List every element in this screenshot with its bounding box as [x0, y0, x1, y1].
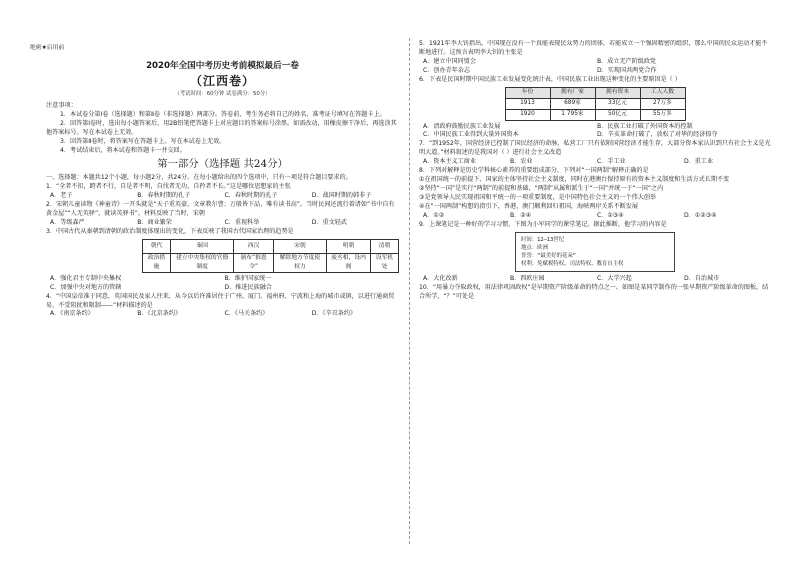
q9-note-line: 誉誉：“最美好的花朵” — [521, 253, 577, 260]
q6-r1-c2: 689家 — [550, 98, 595, 109]
q4-option-d: D．《辛丑条约》 — [311, 310, 357, 318]
q3-row-label: 政治措施 — [143, 253, 171, 272]
q1-option-a: A．老子 — [50, 192, 73, 200]
q3-option-c: C．加强中央对地方的管辖 — [50, 283, 122, 291]
q6-option-c: C．中国民族工业得到大量外国资本 — [423, 131, 519, 139]
q3-cell-4: 废丞相，设内阁 — [327, 253, 371, 272]
q3-th-4: 宋朝 — [273, 239, 326, 253]
q5-option-c: C．创办青年杂志 — [423, 66, 470, 74]
q3-th-5: 明朝 — [327, 239, 371, 253]
part1-instructions: 一、选择题：本题共12个小题，每小题2分，共24分。在每小题给出的四个选项中，只有一项是符合题目要求的。 — [46, 174, 352, 182]
question-10 — [419, 284, 771, 302]
q7-option-c: C．手工业 — [597, 158, 626, 166]
right-column — [419, 40, 771, 544]
question-4-options — [46, 310, 399, 319]
q2-option-b: B．商业繁荣 — [137, 218, 172, 226]
q6-r2-c1: 1920 — [505, 109, 550, 120]
left-column — [46, 40, 399, 544]
q8-option-a: A．①② — [423, 211, 445, 219]
q1-option-b: B．春秋时期的孔子 — [137, 192, 191, 200]
q8-option-d: D．①②③④ — [684, 211, 717, 219]
q6-table-header — [505, 87, 685, 98]
question-5-options — [419, 58, 771, 76]
q6-r2-c2: 1 795家 — [550, 109, 595, 120]
question-6-options — [419, 123, 771, 141]
notice-heading: 注意事项： — [46, 102, 77, 109]
q7-option-b: B．农业 — [510, 158, 533, 166]
question-6-table — [505, 87, 686, 121]
q1-option-d: D．战国时期的韩非子 — [311, 192, 372, 200]
notice-item-4: 4．考试结束后，将本试卷和答题卡一并交回。 — [60, 146, 186, 154]
question-1-stem: 1．“全者不扣，跨者不行，自是者不明，自伐者无功，自矜者不长。”这是哪位思想家的主张 — [46, 183, 291, 191]
q6-option-b: B．民族工业打破了外国资本的控制 — [597, 122, 693, 130]
q3-option-d: D．推进民族融合 — [224, 283, 272, 291]
question-3-options — [46, 275, 399, 293]
q3-option-b: B．维护国家统一 — [224, 274, 272, 282]
q8-statement-3: ③是党领导人民实现祖国和平统一的一项重要制度，是中国特色社会主义的一个伟大创举 — [419, 193, 657, 201]
question-3 — [46, 228, 399, 293]
q2-option-c: C．重视科举 — [224, 218, 260, 226]
part1-title: 第一部分（选择题 共24分） — [157, 158, 288, 171]
q3-option-a: A．强化君主专制中央集权 — [50, 274, 122, 282]
q3-cell-3: 解除地方节度使权力 — [273, 253, 326, 272]
q6-table-row — [505, 109, 685, 120]
q4-option-b: B．《北京条约》 — [137, 310, 182, 318]
question-8-stem: 8．下列对解释是历史学科核心素养的重要组成部分，下列对“一国两制”解释正确的是 — [419, 167, 649, 175]
question-9-stem: 9．上课笔记是一种好的学习习惯，下图为小军同学的课堂笔记。据此推断，他学习的内容是 — [419, 220, 667, 228]
q8-option-b: B．②④ — [510, 211, 532, 219]
question-10-stem: 10．“用暴力夺取政权，用法律巩固政权”是早期资产阶级革命的特点之一。如图是某同学制作的一张早期资产阶级革命的图板，结合所学，“？”可处是 — [419, 284, 769, 301]
q6-table-row — [505, 98, 685, 109]
notice-item-3: 3．回答第Ⅱ卷时，将答案写在答题卡上。写在本试卷上无效。 — [60, 137, 226, 145]
q6-r2-c4: 55万多 — [640, 109, 685, 120]
q3-th-2: 秦国 — [170, 239, 233, 253]
q3-table-header — [143, 239, 399, 253]
question-9-options — [419, 275, 771, 284]
q9-option-b: B．西欧庄园 — [510, 275, 545, 283]
q6-r1-c1: 1913 — [505, 98, 550, 109]
question-7-stem: 7．“到1952年，国营经济已控制了国民经济的命脉，私营工厂只有依附国营经济才能生存，大部分资本家认识到只有社会主义是光明大道。”材料叙述的是我国对（ ）进行社会主义改造 — [419, 140, 771, 157]
q6-r1-c3: 33亿元 — [595, 98, 640, 109]
question-2 — [46, 201, 399, 228]
secret-tag: 绝密★启用前 — [30, 45, 65, 51]
q9-option-c: C．大学兴起 — [597, 275, 632, 283]
q8-statement-2: ②坚持“一国”是实行“两制”的前提和基础，“两制”从属和派生于“一国”并统一于“一国”之内 — [419, 184, 664, 192]
question-7-options — [419, 158, 771, 167]
question-4-stem: 4．“中国皇帝准于同意，英国国民及家人往来，从今以后许准居住于广州、厦门、福州府、宁波和上海的城市或镇，以进行通商贸易，不受阻扰和限制——”材料描述的是 — [46, 292, 395, 309]
q9-note-line: 权利：免赋税特权、司法特权、教育自主权 — [521, 261, 624, 268]
question-3-table — [142, 239, 399, 273]
q4-option-c: C．《马关条约》 — [224, 310, 269, 318]
q2-option-d: D．重文轻武 — [311, 218, 347, 226]
q2-option-a: A．等级森严 — [50, 218, 85, 226]
q7-option-d: D．重工业 — [684, 158, 714, 166]
q5-option-d: D．实现国共两党合作 — [597, 66, 657, 74]
question-3-stem: 3．中国古代从秦朝到清朝的政治制度体现出的变化，下表反映了我国古代国家治理的趋势是 — [46, 227, 294, 235]
q3-cell-5: 设军机处 — [370, 253, 398, 272]
q8-statement-4: ④在“一国两制”构想的指引下，香港、澳门顺利回归祖国，海峡两岸关系不断发展 — [419, 202, 638, 210]
q4-option-a: A．《南京条约》 — [50, 310, 94, 318]
question-4 — [46, 293, 399, 320]
q6-th-4: 工人人数 — [640, 87, 685, 98]
notice-item-2: 2．回答第Ⅰ卷时，选出每小题答案后，用2B铅笔把答题卡上对应题目的答案标号涂黑。如需改动，用橡皮擦干净后，再选涂其他答案标号。写在本试卷上无效。 — [46, 119, 397, 136]
q5-option-a: A．建立中国同盟会 — [423, 57, 476, 65]
q5-option-b: B．成立无产阶级政党 — [597, 57, 657, 65]
q9-option-d: D．自治城市 — [684, 275, 720, 283]
q3-cell-1: 建立中央集权的官僚制度 — [170, 253, 233, 272]
q6-option-a: A．清政府鼓励民族工业发展 — [423, 122, 501, 130]
q8-statement-1: ①在祖国统一的前提下，国家的主体坚持社会主义制度，同时在港澳台保持原有的资本主义制度和生活方式长期不变 — [419, 175, 730, 183]
q3-table-row — [143, 253, 399, 272]
question-8 — [419, 167, 771, 220]
q3-th-1: 朝代 — [143, 239, 171, 253]
q9-note-box — [515, 232, 675, 272]
exam-title: 2020年全国中考历史考前模拟最后一卷 — [146, 61, 299, 71]
q3-cell-2: 颁布“推恩令” — [234, 253, 273, 272]
q6-th-1: 年份 — [505, 87, 550, 98]
question-1-options — [46, 192, 399, 201]
question-7 — [419, 140, 771, 167]
q7-option-a: A．资本主义工商业 — [423, 158, 476, 166]
q6-th-3: 拥有资本 — [595, 87, 640, 98]
question-9 — [419, 221, 771, 285]
q8-option-c: C．①③④ — [597, 211, 624, 219]
question-1 — [46, 183, 399, 201]
q3-th-3: 西汉 — [234, 239, 273, 253]
q9-note-line: 时间：12—13世纪 — [521, 237, 565, 244]
question-2-options — [46, 219, 399, 228]
question-5 — [419, 40, 771, 76]
question-2-stem: 2．宋朝儿童读物《神童诗》一开头就是“天子重英豪，文章教尔曹；万般皆下品，唯有读书高”。当时民间还流行着诸如“书中自有黄金屋”“人无英驿”，就读英驿书”。材料反映了当时，宋朝 — [46, 201, 395, 218]
q9-option-a: A．大化改新 — [423, 275, 458, 283]
question-8-options — [419, 212, 771, 221]
q9-note-line: 地点：欧洲 — [521, 245, 548, 252]
exam-region: （江西卷） — [189, 74, 255, 88]
column-divider — [409, 38, 410, 544]
q1-option-c: C．春秋时期的孔子 — [224, 192, 278, 200]
question-6 — [419, 76, 771, 141]
exam-info: （考试时间：60分钟 试卷满分：50分） — [174, 91, 271, 97]
q6-th-2: 拥有厂家 — [550, 87, 595, 98]
q6-r1-c4: 27万多 — [640, 98, 685, 109]
q3-th-6: 清朝 — [370, 239, 398, 253]
notice-item-1: 1．本试卷分第Ⅰ卷（选择题）和第Ⅱ卷（非选择题）两部分。答卷前，考生务必将自己的姓名、准考证号填写在答题卡上。 — [60, 110, 386, 118]
q6-r2-c3: 50亿元 — [595, 109, 640, 120]
question-5-stem: 5．1921年李大钊指出，中国现在没有一个真能表现民众势力的团体，若能成立一个强固精密的组织，那么中国的民众运动才能不断地进行。这预言表明李大钊的主张是 — [419, 40, 768, 56]
q6-option-d: D．辛亥革命打破了，放松了对华的经济掠夺 — [597, 131, 718, 139]
question-6-stem: 6．下表是民国时期中国民族工业发展变化统计表，中国民族工业出现这种变化的主要原因是（ ） — [419, 75, 681, 83]
